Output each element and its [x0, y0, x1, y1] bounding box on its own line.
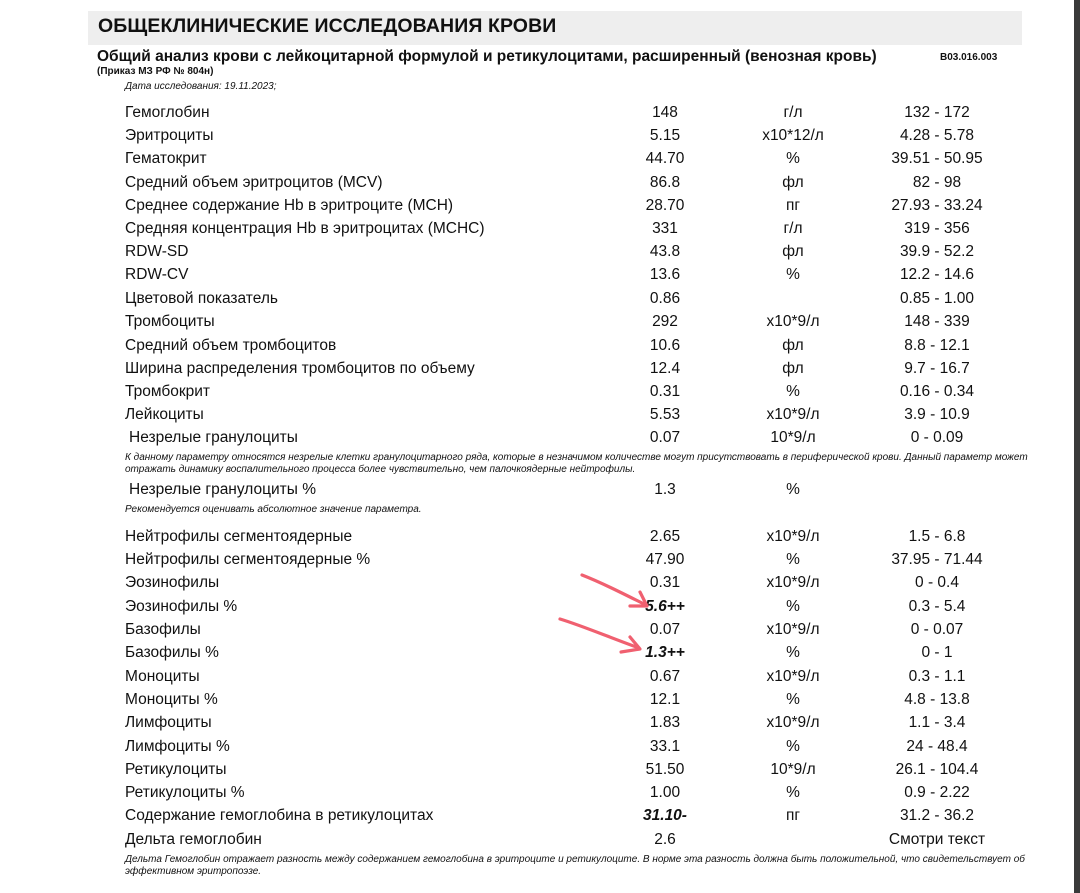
test-value: 1.00 [649, 784, 681, 801]
test-unit: фл [782, 360, 804, 377]
test-reference: 8.8 - 12.1 [904, 337, 970, 354]
test-unit: % [786, 598, 800, 615]
test-unit: % [786, 481, 800, 498]
study-date: Дата исследования: 19.11.2023; [125, 81, 277, 92]
test-reference: 0 - 1 [921, 644, 953, 661]
result-row [0, 618, 1074, 641]
test-unit: пг [785, 197, 801, 214]
test-name: Тромбоциты [125, 313, 215, 330]
arrow-stroke [582, 575, 646, 605]
test-name: Эритроциты [125, 127, 214, 144]
test-code: B03.016.003 [940, 52, 998, 63]
test-value: 0.07 [649, 621, 681, 638]
test-reference: 12.2 - 14.6 [899, 266, 975, 283]
test-reference: 82 - 98 [912, 174, 962, 191]
test-unit: x10*9/л [766, 528, 820, 545]
test-reference: 319 - 356 [904, 220, 970, 237]
result-row [0, 263, 1074, 286]
test-name: Средний объем тромбоцитов [125, 337, 337, 354]
test-value-flagged: 1.3++ [645, 644, 685, 661]
test-reference: 148 - 339 [904, 313, 970, 330]
annotation-arrow-icon [553, 612, 653, 660]
test-reference: 4.8 - 13.8 [904, 691, 970, 708]
test-name: Базофилы [125, 621, 201, 638]
test-title: Общий анализ крови с лейкоцитарной формулой и ретикулоцитами, расширенный (венозная кровь) [97, 48, 877, 65]
test-name: Средний объем эритроцитов (MCV) [125, 174, 383, 191]
order-reference: (Приказ МЗ РФ № 804н) [97, 66, 214, 77]
test-unit: x10*9/л [766, 668, 820, 685]
test-unit: % [786, 266, 800, 283]
test-name: Нейтрофилы сегментоядерные [125, 528, 353, 545]
result-row [0, 548, 1074, 571]
result-row [0, 147, 1074, 170]
test-value: 44.70 [645, 150, 685, 167]
test-value: 0.07 [649, 429, 681, 446]
test-value-flagged: 5.6++ [645, 598, 685, 615]
test-name: Гематокрит [125, 150, 207, 167]
test-reference: 0.3 - 5.4 [908, 598, 966, 615]
test-name: Незрелые гранулоциты % [129, 481, 316, 498]
test-reference: 0 - 0.4 [915, 574, 959, 591]
test-reference: 0.16 - 0.34 [899, 383, 975, 400]
test-reference: 31.2 - 36.2 [899, 807, 975, 824]
test-unit: фл [782, 243, 804, 260]
test-unit: фл [782, 174, 804, 191]
result-row [0, 287, 1074, 310]
note-immature-granulocytes: К данному параметру относятся незрелые клетки гранулоцитарного ряда, которые в незначимом количестве могут присутствовать в периферической крови. Данный параметр может отражать динамику воспалительного процесса более чувствительно, чем палочкоядерные нейтрофилы. [125, 452, 1028, 475]
test-reference: 1.1 - 3.4 [908, 714, 966, 731]
test-reference: 27.93 - 33.24 [891, 197, 983, 214]
test-value: 2.65 [649, 528, 681, 545]
result-row [0, 357, 1074, 380]
test-reference: 132 - 172 [904, 104, 970, 121]
test-name: Лимфоциты % [125, 738, 230, 755]
test-value: 5.53 [649, 406, 681, 423]
test-reference: 1.5 - 6.8 [908, 528, 966, 545]
test-value: 0.31 [649, 574, 681, 591]
section-title: ОБЩЕКЛИНИЧЕСКИЕ ИССЛЕДОВАНИЯ КРОВИ [98, 15, 557, 37]
test-value: 0.86 [649, 290, 681, 307]
test-value: 0.31 [649, 383, 681, 400]
result-row [0, 217, 1074, 240]
result-row [0, 240, 1074, 263]
test-name: Среднее содержание Hb в эритроците (MCH) [125, 197, 454, 214]
test-name: Ретикулоциты % [125, 784, 245, 801]
result-row [0, 804, 1074, 827]
test-reference: 4.28 - 5.78 [899, 127, 975, 144]
test-unit: % [786, 738, 800, 755]
result-row [0, 711, 1074, 734]
result-row [0, 688, 1074, 711]
result-row [0, 334, 1074, 357]
result-row [0, 781, 1074, 804]
test-value: 148 [652, 104, 678, 121]
test-value: 292 [652, 313, 678, 330]
result-row [0, 478, 1074, 501]
test-name: Ретикулоциты [125, 761, 227, 778]
test-unit: x10*12/л [762, 127, 824, 144]
arrow-stroke [560, 619, 639, 648]
result-row [0, 595, 1074, 618]
test-value: 33.1 [649, 738, 681, 755]
test-reference: Смотри текст [888, 831, 986, 848]
test-unit: x10*9/л [766, 313, 820, 330]
test-name: Моноциты [125, 668, 200, 685]
test-unit: % [786, 551, 800, 568]
test-value: 13.6 [649, 266, 681, 283]
test-unit: % [786, 383, 800, 400]
result-row [0, 310, 1074, 333]
result-row [0, 124, 1074, 147]
result-row [0, 171, 1074, 194]
test-name: Базофилы % [125, 644, 219, 661]
test-value: 28.70 [645, 197, 685, 214]
test-unit: 10*9/л [770, 429, 816, 446]
test-value: 12.1 [649, 691, 681, 708]
result-row [0, 426, 1074, 449]
test-name: Лимфоциты [125, 714, 212, 731]
annotation-arrow-icon [570, 570, 660, 615]
test-unit: г/л [783, 220, 803, 237]
result-row [0, 380, 1074, 403]
test-value: 5.15 [649, 127, 681, 144]
test-name: Лейкоциты [125, 406, 204, 423]
test-reference: 0.9 - 2.22 [904, 784, 970, 801]
test-value: 12.4 [649, 360, 681, 377]
test-value: 0.67 [649, 668, 681, 685]
test-name: Цветовой показатель [125, 290, 278, 307]
note-immature-granulocytes-pct: Рекомендуется оценивать абсолютное значение параметра. [125, 504, 422, 515]
test-reference: 39.9 - 52.2 [899, 243, 975, 260]
result-row [0, 735, 1074, 758]
test-value: 2.6 [654, 831, 676, 848]
test-unit: x10*9/л [766, 714, 820, 731]
test-reference: 26.1 - 104.4 [895, 761, 979, 778]
test-reference: 39.51 - 50.95 [891, 150, 983, 167]
test-unit: % [786, 691, 800, 708]
result-row [0, 665, 1074, 688]
viewer-edge [1074, 0, 1080, 893]
result-row [0, 641, 1074, 664]
test-unit: пг [785, 807, 801, 824]
test-unit: % [786, 784, 800, 801]
test-unit: x10*9/л [766, 574, 820, 591]
test-reference: 0.85 - 1.00 [899, 290, 975, 307]
test-value: 43.8 [649, 243, 681, 260]
test-unit: 10*9/л [770, 761, 816, 778]
test-unit: x10*9/л [766, 406, 820, 423]
test-reference: 37.95 - 71.44 [891, 551, 983, 568]
result-row [0, 571, 1074, 594]
test-name: Тромбокрит [125, 383, 210, 400]
result-row [0, 194, 1074, 217]
test-name: Ширина распределения тромбоцитов по объему [125, 360, 475, 377]
test-value: 51.50 [645, 761, 685, 778]
test-name: Незрелые гранулоциты [129, 429, 298, 446]
test-name: Моноциты % [125, 691, 218, 708]
test-reference: 24 - 48.4 [906, 738, 968, 755]
result-row [0, 758, 1074, 781]
test-reference: 0 - 0.09 [910, 429, 964, 446]
note-delta-hb: Дельта Гемоглобин отражает разность между содержанием гемоглобина в эритроците и ретикулоците. В норме эта разность должна быть положительной, что свидетельствует об эффективном эритропоэзе. [125, 854, 1025, 877]
test-value: 1.83 [649, 714, 681, 731]
test-reference: 0.3 - 1.1 [908, 668, 966, 685]
result-row [0, 525, 1074, 548]
test-unit: % [786, 644, 800, 661]
test-reference: 9.7 - 16.7 [904, 360, 970, 377]
test-value-flagged: 31.10- [643, 807, 687, 824]
test-unit: г/л [783, 104, 803, 121]
test-reference: 3.9 - 10.9 [904, 406, 970, 423]
test-unit: фл [782, 337, 804, 354]
result-row [0, 101, 1074, 124]
test-name: Дельта гемоглобин [125, 831, 262, 848]
test-value: 1.3 [654, 481, 676, 498]
test-unit: % [786, 150, 800, 167]
test-name: Эозинофилы [125, 574, 220, 591]
test-name: Нейтрофилы сегментоядерные % [125, 551, 371, 568]
test-value: 86.8 [649, 174, 681, 191]
result-row [0, 828, 1074, 851]
test-name: Содержание гемоглобина в ретикулоцитах [125, 807, 434, 824]
test-name: Эозинофилы % [125, 598, 238, 615]
test-reference: 0 - 0.07 [910, 621, 964, 638]
test-name: RDW-CV [125, 266, 189, 283]
test-unit: x10*9/л [766, 621, 820, 638]
test-name: Гемоглобин [125, 104, 210, 121]
result-row [0, 403, 1074, 426]
test-value: 10.6 [649, 337, 681, 354]
test-value: 331 [652, 220, 678, 237]
test-name: RDW-SD [125, 243, 189, 260]
test-name: Средняя концентрация Hb в эритроцитах (MCHC) [125, 220, 485, 237]
test-value: 47.90 [645, 551, 685, 568]
